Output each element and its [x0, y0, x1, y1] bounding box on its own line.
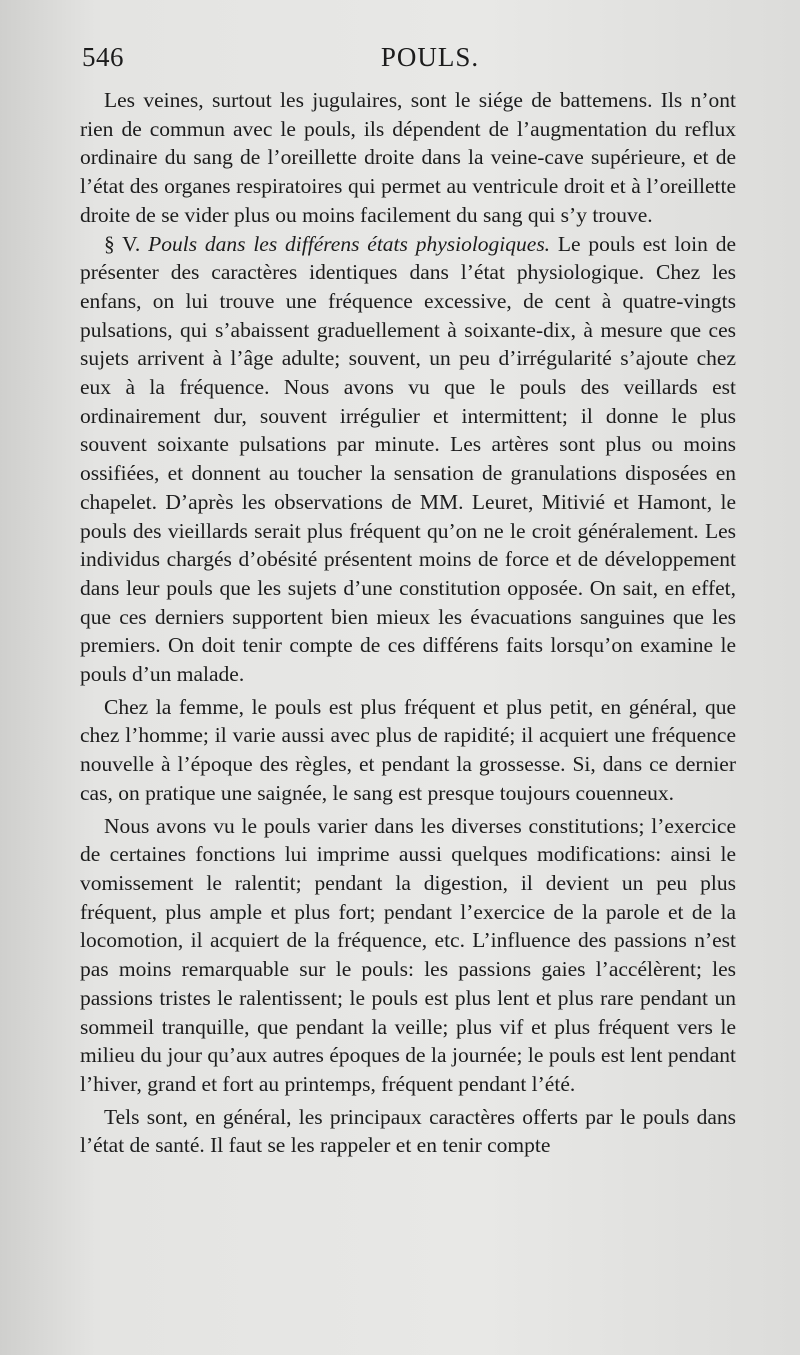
page-body — [80, 86, 736, 1160]
section-text: Le pouls est loin de présenter des caractères identiques dans l’état physiologique. Chez les enfans, on lui trouve une fréquence excessive, de cent à quatre-vingts pulsations, qui s’abaissent graduellement à soixante-dix, à mesure que ces sujets arrivent à l’âge adulte; souvent, un peu d’irrégularité s’ajoute chez eux à la fréquence. Nous avons vu que le pouls des veillards est ordinairement dur, souvent irrégulier et intermittent; il donne le plus souvent soixante pulsations par minute. Les artères sont plus ou moins ossifiées, et donnent au toucher la sensation de granulations disposées en chapelet. D’après les observations de MM. Leuret, Mitivié et Hamont, le pouls des vieillards serait plus fréquent qu’on ne le croit généralement. Les individus chargés d’obésité présentent moins de force et de développement dans leur pouls que les sujets d’une constitution opposée. On sait, en effet, que ces derniers supportent bien mieux les évacuations sanguines que les premiers. On doit tenir compte de ces différens faits lorsqu’on examine le pouls d’un malade. — [80, 231, 737, 687]
section-heading: Pouls dans les différens états physiologiques. — [148, 231, 551, 256]
section-number: § V. — [104, 231, 141, 256]
paragraph-veins: Les veines, surtout les jugulaires, sont le siége de battemens. Ils n’ont rien de commun avec le pouls, ils dépendent de l’augmentation du reflux ordinaire du sang de l’oreillette droite dans la veine-cave supérieure, et de l’état des organes respiratoires qui permet au ventricule droit et à l’oreillette droite de se vider plus ou moins facilement du sang qui s’y trouve. — [80, 88, 736, 227]
paragraph-conclusion: Tels sont, en général, les principaux caractères offerts par le pouls dans l’état de santé. Il faut se les rappeler et en tenir compte — [80, 1104, 736, 1158]
running-title: POULS. — [380, 42, 480, 72]
section-v — [80, 230, 736, 689]
page-header — [80, 40, 740, 80]
paragraph-woman: Chez la femme, le pouls est plus fréquent et plus petit, en général, que chez l’homme; il varie aussi avec plus de rapidité; il acquiert une fréquence nouvelle à l’époque des règles, et pendant la grossesse. Si, dans ce dernier cas, on pratique une saignée, le sang est presque toujours couenneux. — [80, 694, 736, 805]
bleed-through-area — [0, 1272, 800, 1292]
paragraph-constitutions: Nous avons vu le pouls varier dans les diverses constitutions; l’exercice de certaines fonctions lui imprime aussi quelques modifications: ainsi le vomissement le ralentit; pendant la digestion, il devient un peu plus fréquent, plus ample et plus fort; pendant l’exercice de la parole et de la locomotion, il acquiert de la fréquence, etc. L’influence des passions n’est pas moins remarquable sur le pouls: les passions gaies l’accélèrent; les passions tristes le ralentissent; le pouls est plus lent et plus rare pendant un sommeil tranquille, que pendant la veille; plus vif et plus fréquent vers le milieu du jour qu’aux autres époques de la journée; le pouls est lent pendant l’hiver, grand et fort au printemps, fréquent pendant l’été. — [80, 813, 736, 1096]
page-number: 546 — [82, 42, 124, 72]
